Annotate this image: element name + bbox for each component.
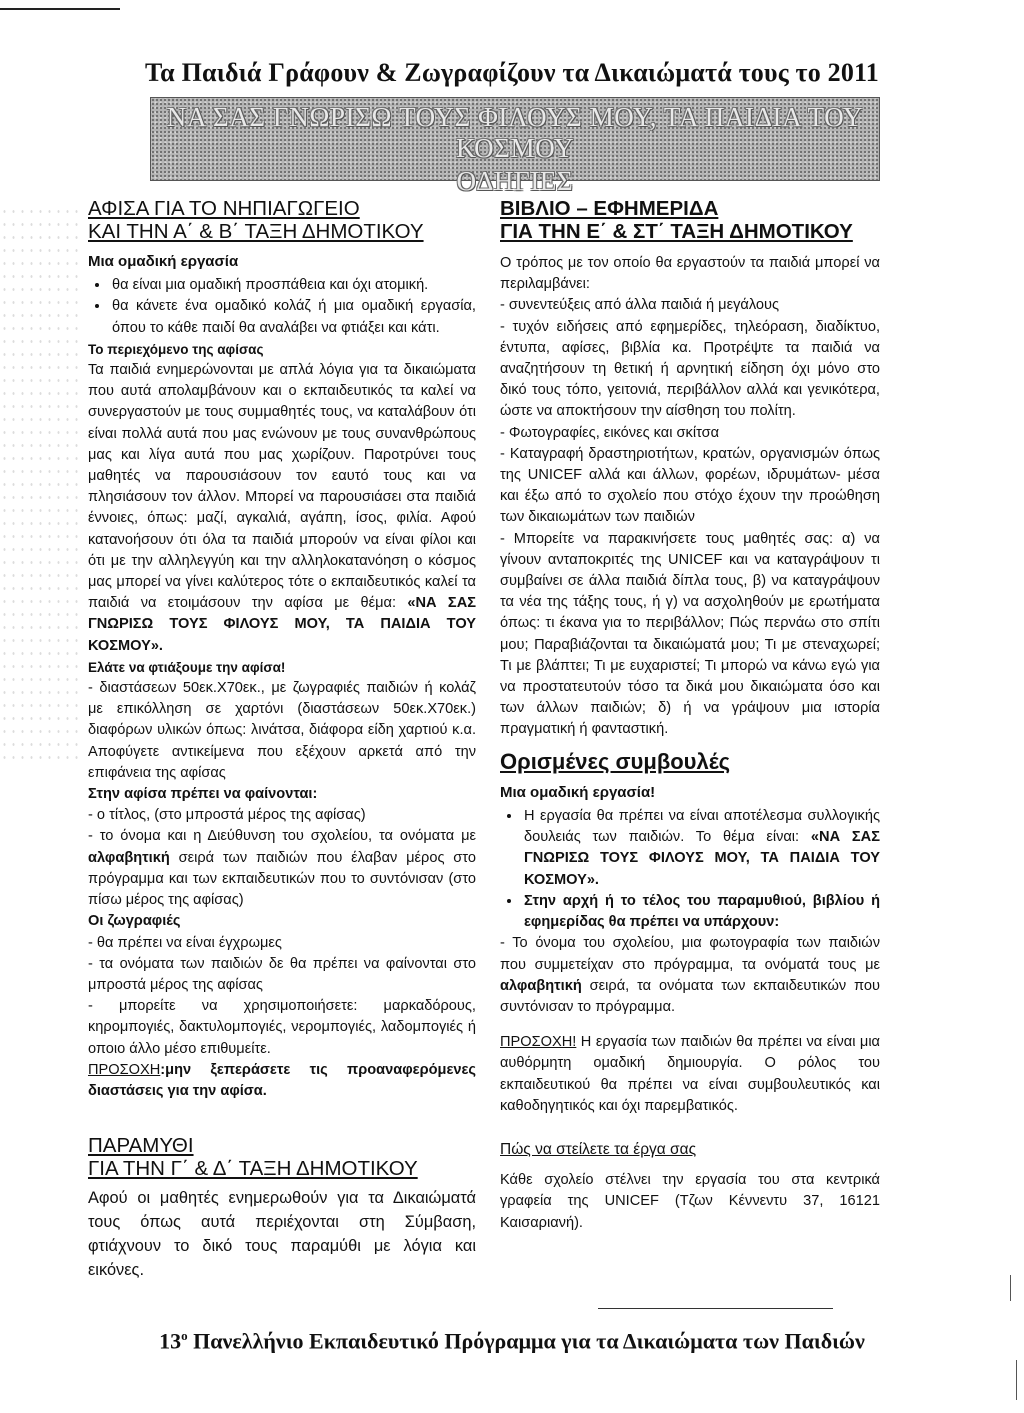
method-item: - Μπορείτε να παρακινήσετε τους μαθητές σας: α) να γίνουν ανταποκριτές της UNICEF και να καταγράψουν τι συμβαίνει σε άλλα παιδιά δίπλα τους, β) να καταγράψουν τα νέα της τάξης τους, ή γ) να ασχοληθούν με ερωτήματα όπως: τι έκανα για το περιβάλλον; Πώς περνάω στο σπίτι μου; Παραβιάζονται τα δικαιώματά μου; Τι με στεναχωρεί; Τι με βλάπτει; Τι με ευχαριστεί; Τι μπορώ να κάνω εγώ για να προστατευτούν τόσο τα δικά μου δικαιώματα όσο και των άλλων παιδιών; δ) ή να γράψουν μια ιστορία πραγματική ή φανταστική. <box>500 530 880 738</box>
content-theme: «ΝΑ ΣΑΣ ΓΝΩΡΙΣΩ ΤΟΥΣ ΦΙΛΟΥΣ ΜΟΥ, ΤΑ ΠΑΙΔΙΑ ΤΟΥ ΚΟΣΜΟΥ». <box>88 595 476 654</box>
list-item: • θα είναι μια ομαδική προσπάθεια και όχι ατομική. <box>110 275 476 296</box>
send-heading: Πώς να στείλετε τα έργα σας <box>500 1140 697 1158</box>
make-poster-heading: Ελάτε να φτιάξουμε την αφίσα! <box>88 659 286 675</box>
drawings-item: - θα πρέπει να είναι έγχρωμες <box>88 934 282 951</box>
right-column <box>500 197 880 1234</box>
advice-text: Η εργασία θα πρέπει να είναι αποτέλεσμα συλλογικής δουλειάς των παιδιών. Το θέμα είναι: <box>524 808 880 846</box>
poster-heading-line1: ΑΦΙΣΑ ΓΙΑ ΤΟ ΝΗΠΙΑΓΩΓΕΙΟ <box>88 197 360 220</box>
fairy-heading-line2: ΓΙΑ ΤΗΝ Γ΄ & Δ΄ ΤΑΞΗ ΔΗΜΟΤΙΚΟΥ <box>88 1157 418 1181</box>
footer-text: Πανελλήνιο Εκπαιδευτικό Πρόγραμμα για τα Δικαιώματα των Παιδιών <box>187 1328 865 1354</box>
content-paragraph <box>88 360 476 657</box>
banner-instructions: ΟΔΗΓΙΕΣ <box>456 166 574 196</box>
title-banner <box>150 97 880 196</box>
content-heading: Το περιεχόμενο της αφίσας <box>88 341 264 357</box>
book-heading-line2: ΓΙΑ ΤΗΝ Ε΄ & ΣΤ΄ ΤΑΞΗ ΔΗΜΟΤΙΚΟΥ <box>500 220 853 243</box>
method-item: - Φωτογραφίες, εικόνες και σκίτσα <box>500 424 720 441</box>
group-work-label: Μια ομαδική εργασία! <box>500 783 656 801</box>
names-text <box>500 933 880 1018</box>
poster-heading <box>88 197 476 243</box>
list-item <box>522 806 880 891</box>
method-item: - Καταγραφή δραστηριοτήτων, κρατών, οργανισμών όπως της UNICEF αλλά και άλλων, φορέων, ιδρυμάτων- μέσα και έξω από το σχολείο που στόχο έχουν την προώθηση των δικαιωμάτων των παιδιών <box>500 445 880 526</box>
footer <box>0 1328 1024 1354</box>
send-text: Κάθε σχολείο στέλνει την εργασία του στα κεντρικά γραφεία της UNICEF (Τζων Κέννεντυ 37, 16121 Καισαριανή). <box>500 1172 880 1231</box>
advice-bullets <box>500 806 880 933</box>
attention-label: ΠΡΟΣΟΧΗ <box>88 1061 161 1078</box>
banner-theme: ΝΑ ΣΑΣ ΓΝΩΡΙΣΩ ΤΟΥΣ ΦΙΛΟΥΣ ΜΟΥ, ΤΑ ΠΑΙΔΙΑ ΤΟΥ ΚΟΣΜΟΥ <box>166 102 864 163</box>
names-c: σειρά, τα ονόματα των εκπαιδευτικών που συντόνισαν το πρόγραμμα. <box>500 977 880 1015</box>
dimensions-text: - διαστάσεων 50εκ.Χ70εκ., με ζωγραφιές παιδιών ή κολάζ με επικόλληση σε χαρτόνι (διαστάσεων 50εκ.Χ70εκ.) διαφόρων υλικών όπως: λινάτσα, διάφορα είδη χαρτιού κ.α. Αποφύγετε αντικείμενα που εξέχουν αρκετά από την επιφάνεια της αφίσας <box>88 680 476 781</box>
names-b: αλφαβητική <box>500 977 582 994</box>
poster-bullets <box>88 275 476 339</box>
fairy-tale-heading <box>88 1134 476 1180</box>
footer-superscript: ο <box>181 1328 188 1343</box>
attention-label: ΠΡΟΣΟΧΗ! <box>500 1034 577 1051</box>
scan-mark <box>1010 1275 1011 1301</box>
fairy-tale-text: Αφού οι μαθητές ενημερωθούν για τα Δικαιώματά τους όπως αυτά περιέχονται στη Σύμβαση, φτιάχνουν το δικό τους παραμύθι με λόγια και εικόνες. <box>88 1189 476 1280</box>
book-heading-line1: ΒΙΒΛΙΟ – ΕΦΗΜΕΡΙΔΑ <box>500 197 719 220</box>
top-rule <box>0 8 120 10</box>
attention-text: Η εργασία των παιδιών θα πρέπει να είναι μια αυθόρμητη ομαδική δημιουργία. Ο ρόλος του εκπαιδευτικού θα πρέπει να είναι συμβουλευτικός και καθοδηγητικός και όχι παρεμβατικός. <box>500 1034 880 1114</box>
names-a: - Το όνομα του σχολείου, μια φωτογραφία των παιδιών που συμμετείχαν στο πρόγραμμα, τα ονόματά τους με <box>500 935 880 973</box>
fairy-heading-line1: ΠΑΡΑΜΥΘΙ <box>88 1134 194 1158</box>
list-item: • Στην αρχή ή το τέλος του παραμυθιού, βιβλίου ή εφημερίδας θα πρέπει να υπάρχουν: <box>522 891 880 933</box>
attention-note <box>88 1060 476 1102</box>
poster-heading-line2: ΚΑΙ ΤΗΝ Α΄ & Β΄ ΤΑΞΗ ΔΗΜΟΤΙΚΟΥ <box>88 220 424 243</box>
drawings-heading: Οι ζωγραφιές <box>88 913 181 930</box>
show-names-text <box>88 826 476 911</box>
group-work-label: Μια ομαδική εργασία <box>88 253 239 270</box>
intro-text: Ο τρόπος με τον οποίο θα εργαστούν τα παιδιά μπορεί να περιλαμβάνει: <box>500 255 880 293</box>
show-names-b: αλφαβητική <box>88 849 170 866</box>
left-column <box>88 197 476 1282</box>
attention-note <box>500 1032 880 1117</box>
attention-text: :μην ξεπεράσετε τις προαναφερόμενες διαστάσεις για την αφίσα. <box>88 1061 476 1099</box>
must-show-heading: Στην αφίσα πρέπει να φαίνονται: <box>88 786 318 803</box>
advice-theme: «ΝΑ ΣΑΣ ΓΝΩΡΙΣΩ ΤΟΥΣ ΦΙΛΟΥΣ ΜΟΥ, ΤΑ ΠΑΙΔΙΑ ΤΟΥ ΚΟΣΜΟΥ». <box>524 829 880 888</box>
drawings-item: - μπορείτε να χρησιμοποιήσετε: μαρκαδόρους, κηρομπογιές, δακτυλομπογιές, νερομπογιές, λαδομπογιές ή οποιο άλλο μέσο επιθυμείτε. <box>88 998 476 1057</box>
show-names-c: σειρά των παιδιών που έλαβαν μέρος στο πρόγραμμα και των εκπαιδευτικών που το συντόνισαν (στο πίσω μέρος της αφίσας) <box>88 849 476 909</box>
divider <box>598 1308 833 1309</box>
show-names-a: - το όνομα και η Διεύθυνση του σχολείου, τα ονόματα με <box>88 828 476 845</box>
list-item: • θα κάνετε ένα ομαδικό κολάζ ή μια ομαδική εργασία, όπου το κάθε παιδί θα αναλάβει να φτιάξει και κάτι. <box>110 296 476 338</box>
content-text: Τα παιδιά ενημερώνονται με απλά λόγια για τα δικαιώματα που αυτά απολαμβάνουν και ο εκπαιδευτικός τα καλεί να συνεργαστούν με τους συμμαθητές τους, να καταλάβουν ότι είναι πολλά αυτά που μας ενώνουν με τους συνανθρώπους μας και λίγα αυτά που μας χωρίζουν. Παροτρύνει τους μαθητές να παρουσιάσουν τον εαυτό τους και να πλησιάσουν τον άλλον. Μπορεί να παρουσιάσει στα παιδιά έννοιες, όπως: μαζί, αγκαλιά, αγάπη, ίσος, φιλία. Αφού κατανοήσουν ότι όλα τα παιδιά μπορούν να είναι φίλοι και ότι με την αλληλεγγύη και την αλληλοκατανόηση ο κόσμος μας μπορεί να γίνει καλύτερος τότε ο εκπαιδευτικός καλεί τα παιδιά να ετοιμάσουν την αφίσα με θέμα: <box>88 362 476 612</box>
document-title: Τα Παιδιά Γράφουν & Ζωγραφίζουν τα Δικαιώματά τους το 2011 <box>144 58 880 87</box>
method-item: - συνεντεύξεις από άλλα παιδιά ή μεγάλους <box>500 297 780 314</box>
method-item: - τυχόν ειδήσεις από εφημερίδες, τηλεόραση, διαδίκτυο, έντυπα, αφίσες, βιβλία κα. Προτρέψτε τα παιδιά να αναζητήσουν τη θετική ή αρνητική είδηση όχι μόνο στο δικό τους τόπο, γειτονιά, περιβάλλον αλλά και γενικότερα, ώστε να αποκτήσουν την αίσθηση του πολίτη. <box>500 318 880 420</box>
advice-heading: Ορισμένες συμβουλές <box>500 748 731 774</box>
scan-mark <box>1016 1360 1017 1400</box>
footer-number: 13 <box>159 1328 182 1354</box>
show-title-text: - ο τίτλος, (στο μπροστά μέρος της αφίσας) <box>88 807 366 824</box>
book-newspaper-heading <box>500 197 880 243</box>
scan-noise <box>0 205 80 765</box>
drawings-item: - τα ονόματα των παιδιών δε θα πρέπει να φαίνονται στο μπροστά μέρος της αφίσας <box>88 955 476 993</box>
